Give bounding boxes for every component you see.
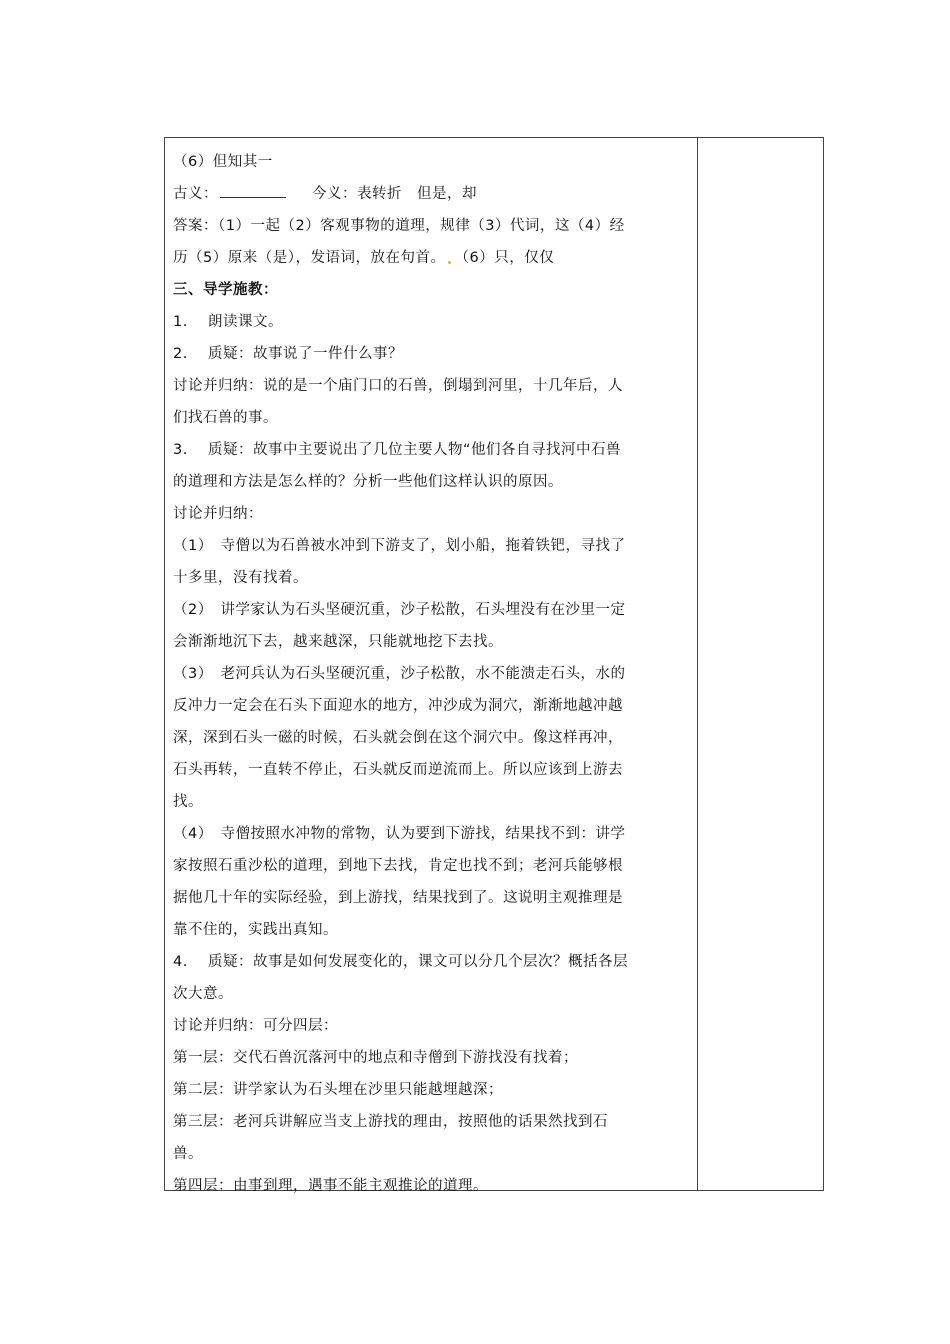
text-line: 第四层：由事到理，遇事不能主观推论的道理。 [173,1178,488,1194]
lesson-table [164,137,824,1194]
text-line: （1） 寺僧以为石兽被水冲到下游支了，划小船，拖着铁钯，寻找了 [173,538,626,554]
answer-blank [220,183,286,198]
text-line: 讨论并归纳：可分四层： [173,1018,338,1034]
text-line: （4） 寺僧按照水冲物的常物，认为要到下游找，结果找不到：讲学 [173,826,626,842]
text-line: 石头再转，一直转不停止，石头就反而逆流而上。所以应该到上游去 [173,762,623,778]
content-cell [165,138,698,1194]
text-line: 第三层：老河兵讲解应当支上游找的理由，按照他的话果然找到石 [173,1114,608,1130]
label-jin-yi: 今义：表转折 但是，却 [312,186,477,202]
answer-part: 历（5）原来（是），发语词，放在句首。 [173,250,446,266]
text-line: 据他几十年的实际经验，到上游找，结果找到了。这说明主观推理是 [173,890,623,906]
answer-part: （6）只，仅仅 [454,250,555,266]
text-line [173,242,697,274]
text-line: 会渐渐地沉下去，越来越深，只能就地挖下去找。 [173,634,503,650]
text-line: （3） 老河兵认为石头坚硬沉重，沙子松散，水不能溃走石头，水的 [173,666,626,682]
text-line: 靠不住的，实践出真知。 [173,922,338,938]
dot-mark-icon [448,261,451,264]
text-line [173,178,697,210]
text-line: 讨论并归纳：说的是一个庙门口的石兽，倒塌到河里，十几年后，人 [173,378,623,394]
text-line: 家按照石重沙松的道理，到地下去找，肯定也找不到；老河兵能够根 [173,858,623,874]
text-line: 3. 质疑：故事中主要说出了几位主要人物“他们各自寻找河中石兽 [173,442,621,458]
text-line: 讨论并归纳： [173,506,263,522]
text-line: 第二层：讲学家认为石头埋在沙里只能越埋越深； [173,1082,503,1098]
text-line: 次大意。 [173,986,233,1002]
text-line: 第一层：交代石兽沉落河中的地点和寺僧到下游找没有找着； [173,1050,578,1066]
label-gu-yi: 古义： [173,186,218,202]
text-line: 1. 朗读课文。 [173,314,283,330]
text-line: 们找石兽的事。 [173,410,278,426]
text-line: 4. 质疑：故事是如何发展变化的，课文可以分几个层次？概括各层 [173,954,628,970]
section-heading: 三、导学施教： [173,282,278,298]
text-line: 兽。 [173,1146,203,1162]
text-line: （6）但知其一 [173,154,273,170]
text-line: 答案：（1）一起（2）客观事物的道理，规律（3）代词，这（4）经 [173,218,625,234]
notes-cell [698,138,823,1190]
text-line: 反冲力一定会在石头下面迎水的地方，冲沙成为洞穴，渐渐地越冲越 [173,698,623,714]
text-line: 2. 质疑：故事说了一件什么事？ [173,346,403,362]
text-line: 找。 [173,794,203,810]
text-line: 的道理和方法是怎么样的？分析一些他们这样认识的原因。 [173,474,563,490]
text-line: 深，深到石头一磁的时候，石头就会倒在这个洞穴中。像这样再冲， [173,730,623,746]
text-line: （2） 讲学家认为石头坚硬沉重，沙子松散，石头埋没有在沙里一定 [173,602,626,618]
text-line: 十多里，没有找着。 [173,570,308,586]
